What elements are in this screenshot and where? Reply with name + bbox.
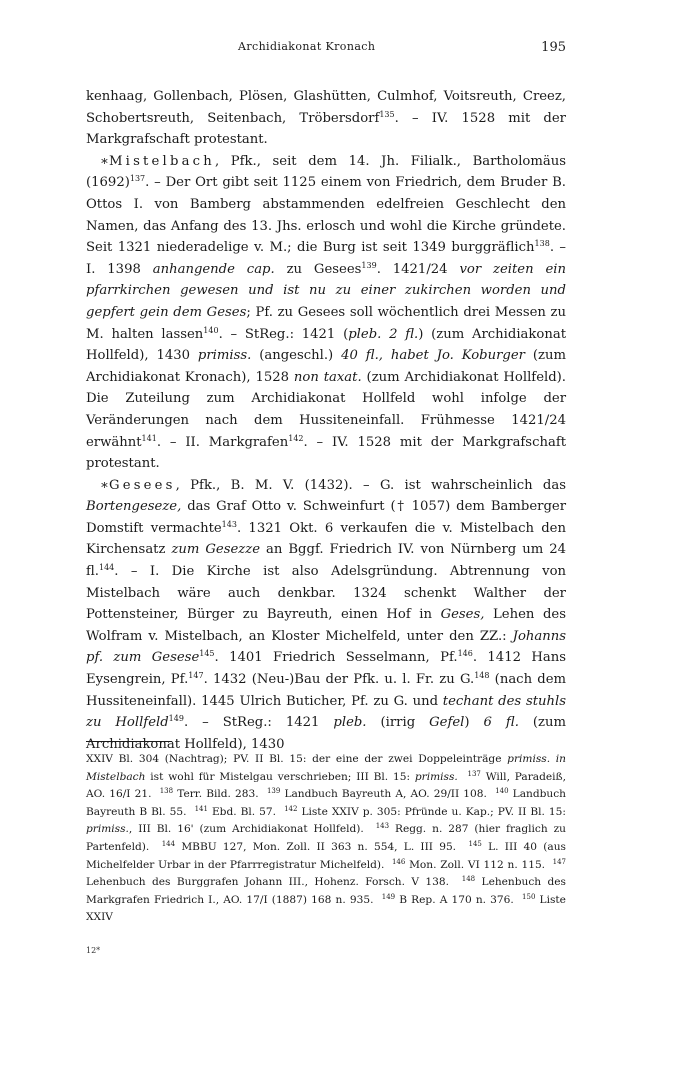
footnote-number: 137	[467, 769, 481, 778]
footnote-ref: 142	[288, 433, 304, 443]
running-title: Archidiakonat Kronach	[238, 40, 376, 53]
footnote-ref: 137	[129, 174, 146, 184]
printer-signature: 12*	[86, 946, 101, 955]
running-head	[86, 40, 566, 58]
footnote-ref: 138	[534, 239, 550, 249]
footnote-number: 143	[375, 822, 390, 831]
footnote-ref: 140	[203, 325, 219, 335]
footnote-number: 138	[159, 787, 174, 796]
paragraph-continuation: kenhaag, Gollenbach, Plösen, Glashütten, Culmhof, Voitsreuth, Creez, Schobertsreuth, Seitenbach, Tröbersdorf$^{135}$. – IV. 1528 mit der Markgrafschaft protestant.	[86, 89, 566, 148]
footnote-rule	[86, 741, 172, 742]
main-text	[86, 86, 566, 755]
footnote-number: 145	[468, 839, 482, 848]
footnote-number: 141	[194, 804, 208, 813]
footnote-number: 140	[495, 787, 509, 796]
footnote-ref: 146	[457, 649, 473, 659]
page-number: 195	[541, 40, 566, 55]
footnote-ref: 135	[379, 109, 395, 119]
paragraph-gesees: ∗Gesees, Pfk., B. M. V. (1432). – G. ist wahrscheinlich das Bortengeseze, das Graf Otto v. Schweinfurt († 1057) dem Bamberger Domstift vermachte$^{143}$. 1321 Okt. 6 verkaufen die v. Mistelbach den Kirchensatz zum Gesezze an Bggf. Friedrich IV. von Nürnberg um 24 fl.$^{144}$. – I. Die Kirche ist also Adelsgründung. Abtrennung von Mistelbach wäre auch denkbar. 1324 schenkt Walther der Pottensteiner, Bürger zu Bayreuth, einen Hof in Geses, Lehen des Wolfram v. Mistelbach, an Kloster Michelfeld, unter den ZZ.: Johanns pf. zum Gesese$^{145}$. 1401 Friedrich Sesselmann, Pf.$^{146}$. 1412 Hans Eysengrein, Pf.$^{147}$. 1432 (Neu-)Bau der Pfk. u. l. Fr. zu G.$^{148}$ (nach dem Hussiteneinfall). 1445 Ulrich Buticher, Pf. zu G. und techant des stuhls zu Hollfeld$^{149}$. – StReg.: 1421 pleb. (irrig Gefel) 6 fl. (zum Archidiakonat Hollfeld), 1430	[86, 477, 567, 752]
footnote-number: 147	[552, 857, 566, 866]
footnote-number: 149	[381, 892, 396, 901]
footnote-ref: 141	[141, 433, 157, 443]
footnote-ref: 145	[199, 649, 215, 659]
entry-heading: Mistelbach	[108, 153, 215, 169]
entry-heading: Gesees	[108, 477, 176, 493]
footnote-ref: 147	[188, 671, 204, 681]
footnote-ref: 139	[361, 260, 377, 270]
footnote-number: 150	[522, 892, 536, 901]
footnote-number: 148	[461, 875, 476, 884]
footnote-ref: 148	[474, 671, 490, 681]
footnote-number: 139	[266, 787, 281, 796]
footnote-number: 142	[284, 804, 298, 813]
footnote-number: 146	[391, 857, 406, 866]
footnote-ref: 149	[168, 714, 184, 724]
paragraph-mistelbach: ∗Mistelbach, Pfk., seit dem 14. Jh. Filialk., Bartholomäus $(1692)^{137}$. – Der Ort gibt seit 1125 einem von Friedrich, dem Bruder B. Ottos I. von Bamberg abstammenden edelfreien Geschlecht den Namen, das Anfang des 13. Jhs. erlosch und wohl die Kirche gründete. Seit 1321 niederadelige v. M.; die Burg ist seit 1349 burggräflich$^{138}$. – I. 1398 anhangende cap. zu Gesees$^{139}$. 1421/24 vor zeiten ein pfarrkirchen gewesen und ist nu zu einer zukirchen worden und gepfert gein dem Geses; Pf. zu Gesees soll wöchentlich drei Messen zu M. halten lassen$^{140}$. – StReg.: 1421 (pleb. 2 fl.) (zum Archidiakonat Hollfeld), 1430 primiss. (angeschl.) 40 fl., habet Jo. Koburger (zum Archidiakonat Kronach), 1528 non taxat. (zum Archidiakonat Hollfeld). Die Zuteilung zum Archidiakonat Hollfeld wohl infolge der Veränderungen nach dem Hussiteneinfall. Frühmesse 1421/24 erwähnt$^{141}$. – II. Markgrafen$^{142}$. – IV. 1528 mit der Markgrafschaft protestant.	[86, 153, 567, 472]
footnote-number: 144	[161, 839, 176, 848]
footnote-ref: 144	[99, 563, 115, 573]
footnotes: XXIV Bl. 304 (Nachtrag); PV. II Bl. 15: der eine der zwei Doppeleinträge primiss. in Mistelbach ist wohl für Mistelgau verschrieben; III Bl. 15: primiss. $^{137}$ Will, Paradeiß, AO. 16/I 21. $^{138}$ Terr. Bild. 283. $^{139}$ Landbuch Bayreuth A, AO. 29/II 108. $^{140}$ Landbuch Bayreuth B Bl. 55. $^{141}$ Ebd. Bl. 57. $^{142}$ Liste XXIV p. 305: Pfründe u. Kap.; PV. II Bl. 15: primiss., III Bl. 16' (zum Archidiakonat Hollfeld). $^{143}$ Regg. n. 287 (hier fraglich zu Partenfeld). $^{144}$ MBBU 127, Mon. Zoll. II 363 n. 554, L. III 95. $^{145}$ L. III 40 (aus Michelfelder Urbar in der Pfarrregistratur Michelfeld). $^{146}$ Mon. Zoll. VI 112 n. 115. $^{147}$ Lehenbuch des Burggrafen Johann III., Hohenz. Forsch. V 138. $^{148}$ Lehenbuch des Markgrafen Friedrich I., AO. 17/I (1887) 168 n. 935. $^{149}$ B Rep. A 170 n. 376. $^{150}$ Liste XXIV	[86, 753, 566, 924]
footnote-ref: 143	[221, 519, 237, 529]
